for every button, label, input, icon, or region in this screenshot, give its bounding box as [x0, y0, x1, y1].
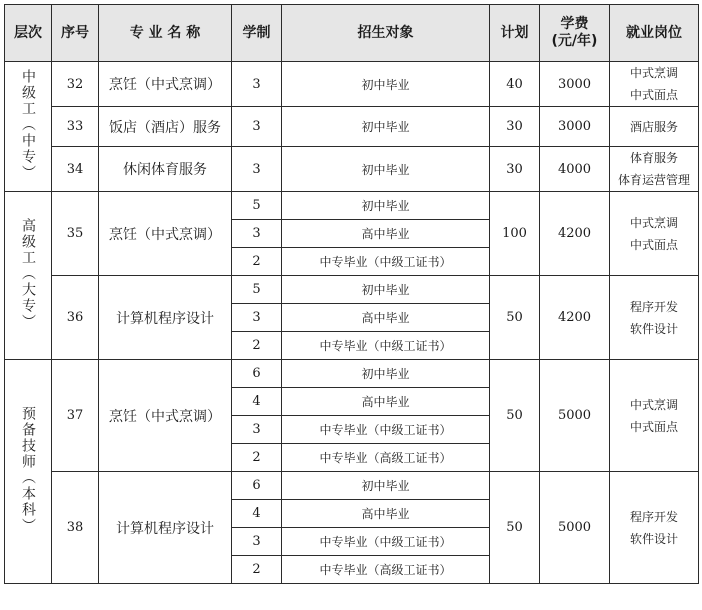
jobs-cell [610, 107, 699, 147]
target-cell: 中专毕业（中级工证书） [282, 528, 490, 556]
header-plan: 计划 [490, 5, 540, 62]
table-row [5, 62, 699, 107]
years-cell: 3 [232, 147, 282, 192]
fee-cell: 5000 [540, 472, 610, 584]
header-major: 专 业 名 称 [99, 5, 232, 62]
header-years: 学制 [232, 5, 282, 62]
table-row [5, 192, 699, 220]
level-cell [5, 360, 52, 584]
header-fee-line1: 学费 [560, 16, 589, 32]
years-cell: 3 [232, 528, 282, 556]
job-item: 中式烹调 [629, 215, 678, 230]
years-cell: 3 [232, 304, 282, 332]
target-cell: 高中毕业 [282, 388, 490, 416]
level-label: 高级工（大专） [20, 217, 36, 330]
level-label: 预备技师（本科） [20, 405, 36, 534]
years-cell: 2 [232, 444, 282, 472]
job-item: 酒店服务 [629, 119, 678, 134]
target-cell: 中专毕业（高级工证书） [282, 556, 490, 584]
index-cell: 37 [52, 360, 99, 472]
years-cell: 3 [232, 416, 282, 444]
major-cell: 烹饪（中式烹调） [99, 192, 232, 276]
years-cell: 6 [232, 472, 282, 500]
major-cell: 休闲体育服务 [99, 147, 232, 192]
jobs-cell [610, 147, 699, 192]
jobs-cell [610, 360, 699, 472]
level-cell [5, 192, 52, 360]
job-item: 中式烹调 [629, 397, 678, 412]
fee-cell: 3000 [540, 62, 610, 107]
job-item: 中式面点 [629, 419, 678, 434]
job-item: 体育运营管理 [617, 173, 690, 187]
jobs-cell [610, 276, 699, 360]
plan-cell: 30 [490, 147, 540, 192]
fee-cell: 5000 [540, 360, 610, 472]
major-cell: 烹饪（中式烹调） [99, 62, 232, 107]
job-item: 软件设计 [629, 531, 678, 546]
index-cell: 38 [52, 472, 99, 584]
header-index: 序号 [52, 5, 99, 62]
plan-cell: 100 [490, 192, 540, 276]
plan-cell: 30 [490, 107, 540, 147]
jobs-cell [610, 62, 699, 107]
index-cell: 33 [52, 107, 99, 147]
years-cell: 3 [232, 107, 282, 147]
jobs-cell [610, 472, 699, 584]
job-item: 中式面点 [629, 88, 678, 102]
job-item: 软件设计 [629, 321, 678, 336]
major-cell: 烹饪（中式烹调） [99, 360, 232, 472]
major-cell: 饭店（酒店）服务 [99, 107, 232, 147]
table-row [5, 472, 699, 500]
years-cell: 5 [232, 192, 282, 220]
years-cell: 2 [232, 556, 282, 584]
fee-cell: 4000 [540, 147, 610, 192]
target-cell: 初中毕业 [282, 107, 490, 147]
years-cell: 2 [232, 248, 282, 276]
level-cell [5, 62, 52, 192]
target-cell: 中专毕业（中级工证书） [282, 332, 490, 360]
years-cell: 4 [232, 388, 282, 416]
fee-cell: 4200 [540, 192, 610, 276]
index-cell: 34 [52, 147, 99, 192]
enrollment-table [4, 4, 699, 584]
target-cell: 初中毕业 [282, 192, 490, 220]
job-item: 中式面点 [629, 237, 678, 252]
header-jobs: 就业岗位 [610, 5, 699, 62]
major-cell: 计算机程序设计 [99, 276, 232, 360]
years-cell: 3 [232, 62, 282, 107]
years-cell: 5 [232, 276, 282, 304]
header-level: 层次 [5, 5, 52, 62]
target-cell: 高中毕业 [282, 304, 490, 332]
jobs-cell [610, 192, 699, 276]
header-target: 招生对象 [282, 5, 490, 62]
target-cell: 初中毕业 [282, 62, 490, 107]
index-cell: 35 [52, 192, 99, 276]
target-cell: 初中毕业 [282, 360, 490, 388]
header-row [5, 5, 699, 62]
table-row [5, 360, 699, 388]
index-cell: 32 [52, 62, 99, 107]
table-row [5, 147, 699, 192]
target-cell: 初中毕业 [282, 472, 490, 500]
target-cell: 中专毕业（高级工证书） [282, 444, 490, 472]
target-cell: 高中毕业 [282, 220, 490, 248]
header-fee [540, 5, 610, 62]
plan-cell: 50 [490, 360, 540, 472]
target-cell: 中专毕业（中级工证书） [282, 248, 490, 276]
target-cell: 高中毕业 [282, 500, 490, 528]
target-cell: 初中毕业 [282, 276, 490, 304]
fee-cell: 3000 [540, 107, 610, 147]
level-label: 中级工（中专） [20, 68, 36, 181]
target-cell: 中专毕业（中级工证书） [282, 416, 490, 444]
table-row [5, 107, 699, 147]
header-fee-line2: (元/年) [551, 33, 598, 49]
years-cell: 2 [232, 332, 282, 360]
plan-cell: 50 [490, 472, 540, 584]
target-cell: 初中毕业 [282, 147, 490, 192]
table-row [5, 276, 699, 304]
years-cell: 4 [232, 500, 282, 528]
major-cell: 计算机程序设计 [99, 472, 232, 584]
years-cell: 3 [232, 220, 282, 248]
years-cell: 6 [232, 360, 282, 388]
job-item: 程序开发 [629, 509, 678, 524]
job-item: 体育服务 [629, 151, 678, 165]
job-item: 中式烹调 [629, 66, 678, 80]
plan-cell: 50 [490, 276, 540, 360]
fee-cell: 4200 [540, 276, 610, 360]
plan-cell: 40 [490, 62, 540, 107]
job-item: 程序开发 [629, 299, 678, 314]
index-cell: 36 [52, 276, 99, 360]
